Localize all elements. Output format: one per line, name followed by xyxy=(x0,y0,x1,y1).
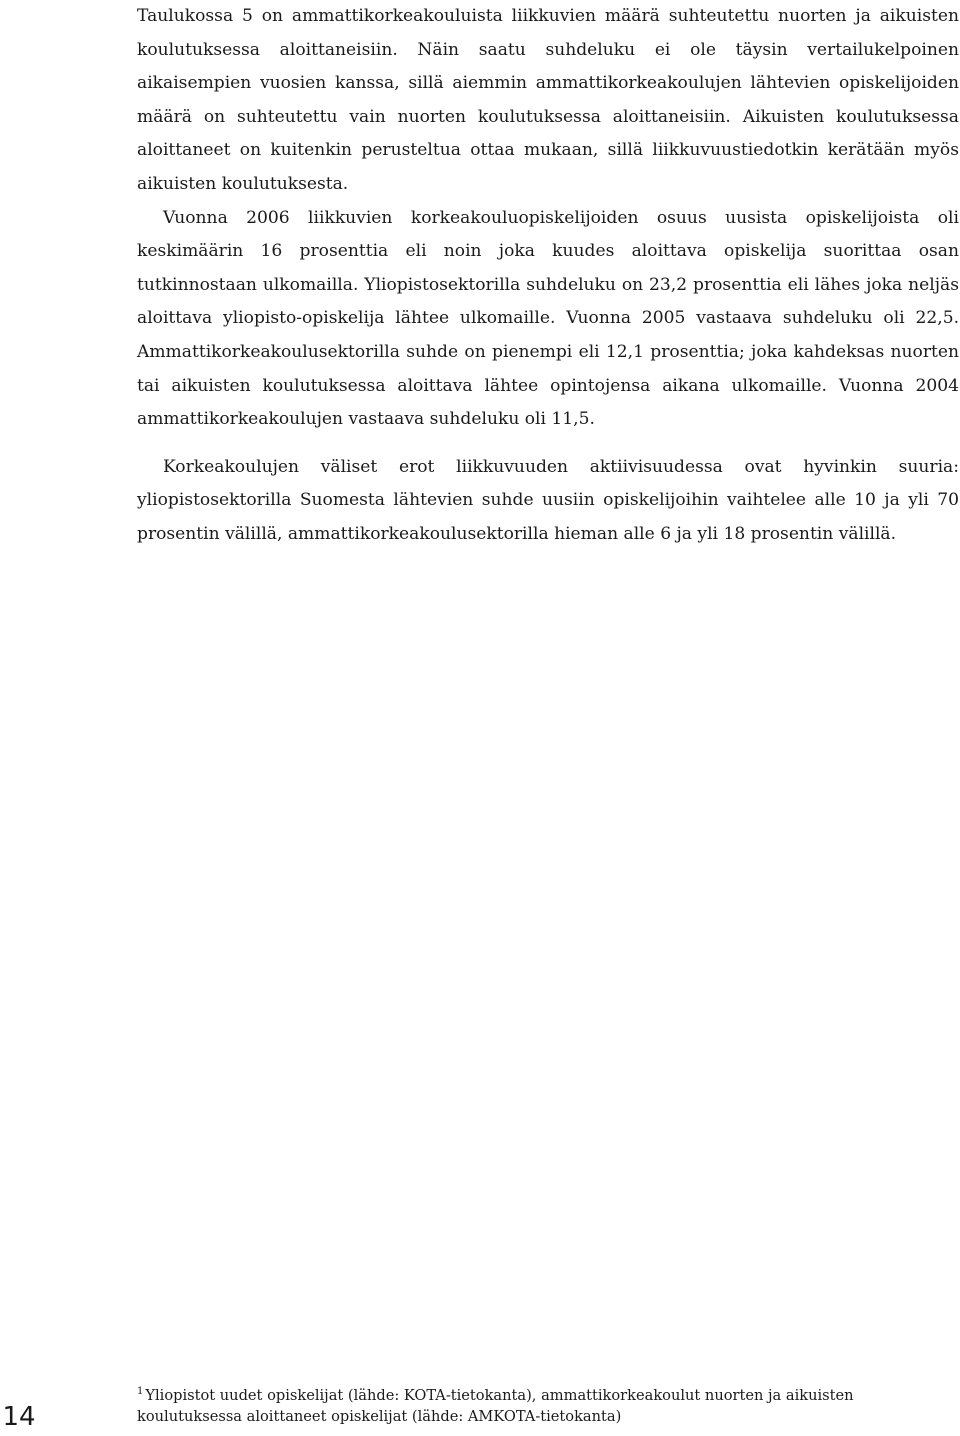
page-number: 14 xyxy=(2,1402,36,1432)
footnote-marker: 1 xyxy=(137,1386,144,1397)
paragraph-1: Taulukossa 5 on ammattikorkeakouluista liikkuvien määrä suhteutettu nuorten ja aikuisten koulutuksessa aloittaneisiin. Näin saatu suhdeluku ei ole täysin vertailukelpoinen aikaisempien vuosien kanssa, sillä aiemmin ammattikorkeakoulujen lähtevien opiskelijoiden määrä on suhteutettu vain nuorten koulutuksessa aloittaneisiin. Aikuisten koulutuksessa aloittaneet on kuitenkin perusteltua ottaa mukaan, sillä liikkuvuustiedotkin kerätään myös aikuisten koulutuksesta. xyxy=(137,6,959,194)
paragraph-3: Korkeakoulujen väliset erot liikkuvuuden aktiivisuudessa ovat hyvinkin suuria: yliopistosektorilla Suomesta lähtevien suhde uusiin opiskelijoihin vaihtelee alle 10 ja yli 70 prosentin välillä, ammattikorkeakoulusektorilla hieman alle 6 ja yli 18 prosentin välillä. xyxy=(137,456,959,544)
footnote xyxy=(137,1381,959,1427)
paragraph-2: Vuonna 2006 liikkuvien korkeakouluopiskelijoiden osuus uusista opiskelijoista oli keskimäärin 16 prosenttia eli noin joka kuudes aloittava opiskelija suorittaa osan tutkinnostaan ulkomailla. Yliopistosektorilla suhdeluku on 23,2 prosenttia eli lähes joka neljäs aloittava yliopisto-opiskelija lähtee ulkomaille. Vuonna 2005 vastaava suhdeluku oli 22,5. Ammattikorkeakoulusektorilla suhde on pienempi eli 12,1 prosenttia; joka kahdeksas nuorten tai aikuisten koulutuksessa aloittava lähtee opintojensa aikana ulkomaille. Vuonna 2004 ammattikorkeakoulujen vastaava suhdeluku oli 11,5. xyxy=(137,207,959,430)
footnote-text: Yliopistot uudet opiskelijat (lähde: KOTA-tietokanta), ammattikorkeakoulut nuorten ja aikuisten koulutuksessa aloittaneet opiskelijat (lähde: AMKOTA-tietokanta) xyxy=(137,1387,854,1425)
body-text xyxy=(137,0,959,552)
